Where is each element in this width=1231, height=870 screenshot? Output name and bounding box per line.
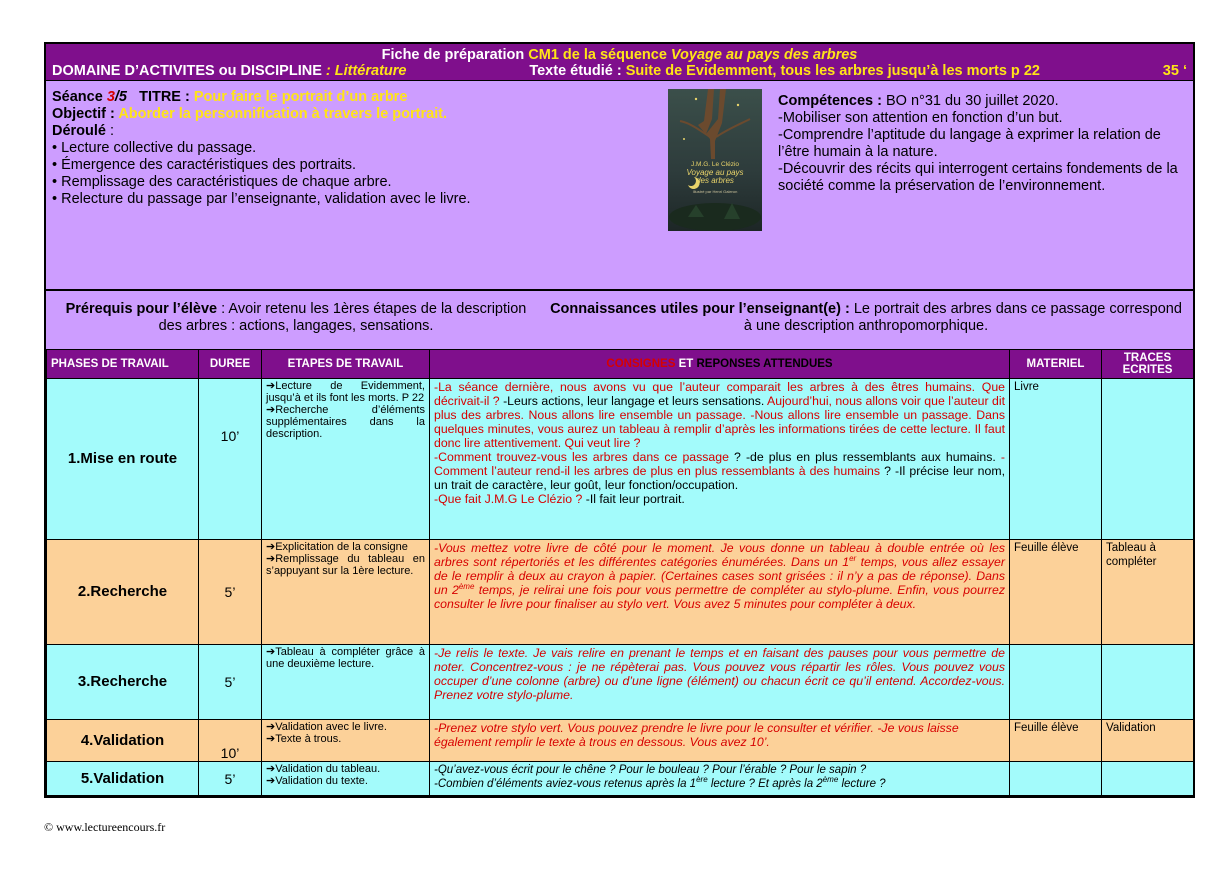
session-duration: 35 ‘: [1162, 63, 1187, 79]
col-traces: TRACES ECRITES: [1102, 350, 1194, 379]
table-row: 2.Recherche 5’ ➔Explicitation de la consigne ➔Remplissage du tableau en s’appuyant sur la 1ère lecture. -Vous mettez votre livre de côté pour le moment. Je vous donne un tableau à double entrée où les arbres sont répertoriés et les différentes catégories énumérées. Dans un 1er temps, vous allez essayer de le remplir à deux au crayon à papier. (Certaines cases sont grisées : il n’y a pas de réponse). Dans un 2ème temps, je relirai une fois pour vous permettre de compléter au stylo-plume. Enfin, vous pourrez consulter le livre pour finaliser au stylo vert. Vous avez 5 minutes pour compléter à deux. Feuille élève Tableau à compléter: [47, 540, 1194, 645]
header-line-2: DOMAINE D’ACTIVITES ou DISCIPLINE : Littérature Texte étudié : Suite de Evidemment, tous les arbres jusqu’à les morts p 22 35 ‘: [52, 63, 1187, 79]
table-row: 1.Mise en route 10’ ➔Lecture de Evidemment, jusqu’à et ils font les morts. P 22 ➔Recherche d’éléments supplémentaires dans la description. -La séance dernière, nous avons vu que l’auteur comparait les arbres à des êtres humains. Que décrivait-il ? -Leurs actions, leur langage et leurs sensations. Aujourd’hui, nous allons voir que l’auteur dit plus des arbres. Nous allons lire ensemble un passage. -Nous allons lire ensemble un passage. Dans quelques minutes, vous aurez un tableau à remplir d’après les informations tirées de cette lecture. Il faut donc lire attentivement. Qui veut lire ? -Comment trouvez-vous les arbres dans ce passage ? -de plus en plus ressemblants aux humains. -Comment l’auteur rend-il les arbres de plus en plus ressemblants à des humains ? -Il précise leur nom, un trait de caractère, leur goût, leur fonction/occupation. -Que fait J.M.G Le Clézio ? -Il fait leur portrait. Livre: [47, 379, 1194, 540]
table-row: 3.Recherche 5’ ➔Tableau à compléter grâce à une deuxième lecture. -Je relis le texte. Je vais relire en prenant le temps et en faisant des pauses pour vous permettre de noter. Concentrez-vous : je ne répèterai pas. Vous pouvez vous répartir les rôles. Vous pouvez vous occuper d’une colonne (arbre) ou d’une ligne (élément) ou chacun écrit ce qu’il entend. Accordez-vous. Prenez votre stylo-plume.: [47, 645, 1194, 720]
competences: Compétences : BO n°31 du 30 juillet 2020. -Mobiliser son attention en fonction d’un but. -Comprendre l’aptitude du langage à exprimer la relation de l’être humain à la nature. -Découvrir des récits qui interrogent certains fondements de la société comme la préservation de l’environnement.: [778, 93, 1190, 195]
deroule-item: • Émergence des caractéristiques des portraits.: [52, 157, 357, 173]
deroule-item: • Relecture du passage par l’enseignante, validation avec le livre.: [52, 191, 471, 207]
book-cover: [668, 89, 762, 231]
session-info: Séance 3/5 TITRE : Pour faire le portrait d’un arbre Objectif : Aborder la personnification à travers le portrait. Déroulé : • Lecture collective du passage. • Émergence des caractéristiques des portraits. • Remplissage des caractéristiques de chaque arbre. • Relecture du passage par l’enseignante, validation avec le livre.: [52, 89, 652, 208]
book-illustrator: Illustré par Henri Galeron: [692, 189, 738, 194]
competence-item: -Mobiliser son attention en fonction d’un but.: [778, 110, 1063, 126]
col-duree: DUREE: [199, 350, 262, 379]
col-phases: PHASES DE TRAVAIL: [47, 350, 199, 379]
teacher-knowledge: Connaissances utiles pour l’enseignant(e) : Le portrait des arbres dans ce passage correspond à une description anthropomorphique.: [550, 301, 1182, 334]
book-cover-illustration: [668, 89, 762, 231]
session-section: [46, 80, 1193, 289]
deroule-item: • Lecture collective du passage.: [52, 140, 257, 156]
work-phases-table: [46, 349, 1194, 796]
student-prerequisites: Prérequis pour l’élève : Avoir retenu les 1ères étapes de la description des arbres : actions, langages, sensations.: [65, 301, 527, 334]
prerequisites-section: [46, 289, 1193, 349]
session-title: Pour faire le portrait d’un arbre: [193, 89, 408, 105]
table-header-row: [47, 350, 1194, 379]
sheet-header: [46, 44, 1193, 80]
footer-copyright[interactable]: © www.lectureencours.fr: [44, 820, 166, 834]
table-row: 4.Validation 10’ ➔Validation avec le livre. ➔Texte à trous. -Prenez votre stylo vert. Vous pouvez prendre le livre pour le consulter et vérifier. -Je vous laisse également remplir le texte à trous en dessous. Vous avez 10’. Feuille élève Validation: [47, 720, 1194, 762]
competence-item: -Comprendre l’aptitude du langage à exprimer la relation de l’être humain à la nature.: [778, 127, 1161, 160]
book-author: J.M.G. Le Clézio: [690, 161, 740, 168]
lesson-sheet: [44, 42, 1195, 798]
col-materiel: MATERIEL: [1010, 350, 1102, 379]
session-objective: Aborder la personnification à travers le portrait.: [118, 106, 448, 122]
col-consignes: CONSIGNES ET REPONSES ATTENDUES: [430, 350, 1010, 379]
table-row: 5.Validation 5’ ➔Validation du tableau. ➔Validation du texte. -Qu’avez-vous écrit pour le chêne ? Pour le bouleau ? Pour l’érable ? Pour le sapin ? -Combien d’éléments aviez-vous retenus après la 1ère lecture ? Et après la 2ème lecture ?: [47, 762, 1194, 796]
col-etapes: ETAPES DE TRAVAIL: [262, 350, 430, 379]
header-line-1: Fiche de préparation CM1 de la séquence Voyage au pays des arbres: [381, 47, 858, 63]
book-title: Voyage au pays des arbres: [686, 168, 744, 185]
deroule-item: • Remplissage des caractéristiques de chaque arbre.: [52, 174, 392, 190]
competence-item: -Découvrir des récits qui interrogent certains fondements de la société comme la préservation de l’environnement.: [778, 161, 1178, 194]
